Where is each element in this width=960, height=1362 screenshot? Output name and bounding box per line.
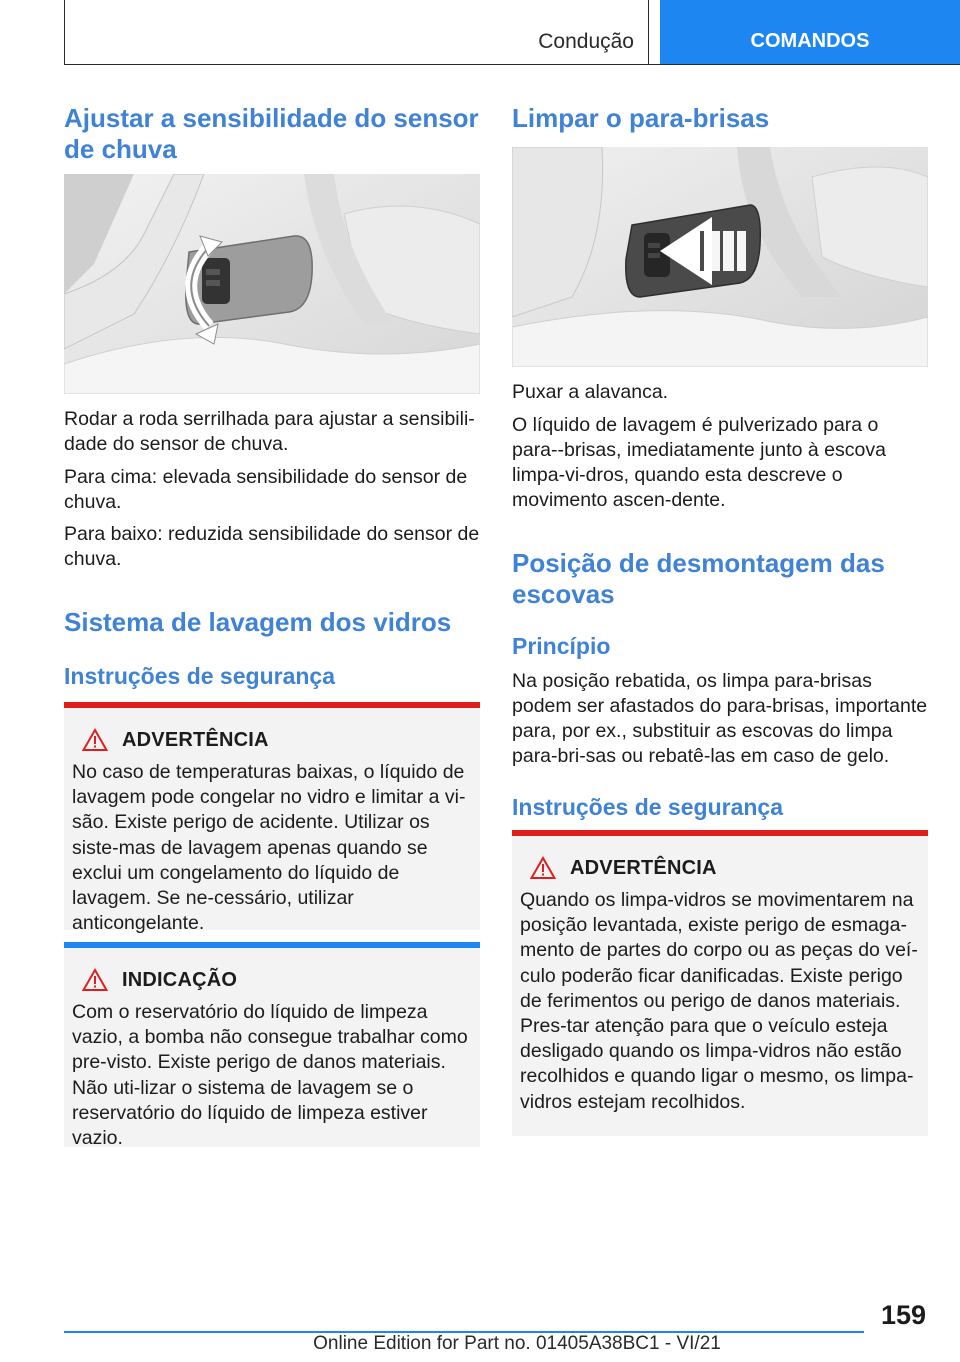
paragraph-sensor-down: Para baixo: reduzida sensibilidade do sensor de chuva. — [64, 523, 480, 570]
chapter-label: COMANDOS — [750, 29, 870, 52]
warning-title: ADVERTÊNCIA — [570, 856, 717, 879]
footer-edition: Online Edition for Part no. 01405A38BC1 - VI/21 — [313, 1333, 721, 1354]
warning-title-row — [72, 726, 472, 754]
header-divider — [648, 0, 649, 65]
heading-principle: Princípio — [512, 633, 611, 659]
page-number: 159 — [880, 1300, 926, 1330]
header-section-title: Condução — [538, 30, 634, 53]
header-chapter-tab[interactable] — [660, 0, 960, 64]
paragraph-principle: Na posição rebatida, os limpa para-brisas podem ser afastados do para-brisas, importante para, por ex., substituir as escovas do limpa para-bri-sas ou rebatê-las em caso de gelo. — [512, 670, 928, 767]
warning-triangle-icon — [82, 968, 108, 992]
notice-text: Com o reservatório do líquido de limpeza vazio, a bomba não consegue trabalhar como pre-visto. Existe perigo de danos materiais. Não uti-lizar o sistema de lavagem se o reservatório do líquido de limpeza estiver vazio. — [72, 1001, 468, 1150]
paragraph-sensor-adjust: Rodar a roda serrilhada para ajustar a sensibili-dade do sensor de chuva. — [64, 408, 475, 455]
heading-safety-right: Instruções de segurança — [512, 794, 783, 820]
notice-title-row — [72, 966, 472, 994]
heading-rain-sensor: Ajustar a sensibilidade do sensor de chuva — [64, 103, 479, 164]
warning-box-left — [64, 702, 480, 935]
notice-box-left — [64, 942, 480, 1150]
notice-title: INDICAÇÃO — [122, 968, 238, 991]
heading-service-position: Posição de desmontagem das escovas — [512, 548, 885, 609]
warning-title-row — [520, 854, 920, 882]
header-rule — [64, 64, 960, 65]
paragraph-pull-lever: Puxar a alavanca. — [512, 381, 669, 403]
figure-wiper-lever-pull — [512, 147, 928, 367]
heading-clean-windscreen: Limpar o para-brisas — [512, 103, 770, 133]
paragraph-wash-fluid: O líquido de lavagem é pulverizado para o para--brisas, imediatamente junto à escova limpa-vi-dros, quando esta descreve o movimento ascen-dente. — [512, 414, 886, 511]
warning-box-right — [512, 830, 928, 1136]
header-left-rule — [64, 0, 65, 65]
warning-title: ADVERTÊNCIA — [122, 728, 269, 751]
warning-triangle-icon — [82, 728, 108, 752]
heading-safety-left: Instruções de segurança — [64, 663, 335, 689]
warning-text: Quando os limpa-vidros se movimentarem na posição levantada, existe perigo de esmaga-mento de partes do corpo ou as peças do veí-culo poderão ficar danificadas. Existe perigo de ferimentos ou perigo de danos materiais. Pres-tar atenção para que o veículo esteja desligado quando os limpa-vidros não estão recolhidos e quando ligar o mesmo, os limpa-vidros estejam recolhidos. — [520, 889, 918, 1113]
warning-text: No caso de temperaturas baixas, o líquido de lavagem pode congelar no vidro e limitar a vi-são. Existe perigo de acidente. Utilizar os siste-mas de lavagem apenas quando se exclui um congelamento do líquido de lavagem. Se ne-cessário, utilizar anticongelante. — [72, 761, 466, 935]
heading-washer-system: Sistema de lavagem dos vidros — [64, 607, 452, 637]
warning-triangle-icon — [530, 856, 556, 880]
paragraph-sensor-up: Para cima: elevada sensibilidade do sensor de chuva. — [64, 466, 468, 513]
figure-rain-sensor-wheel — [64, 174, 480, 394]
